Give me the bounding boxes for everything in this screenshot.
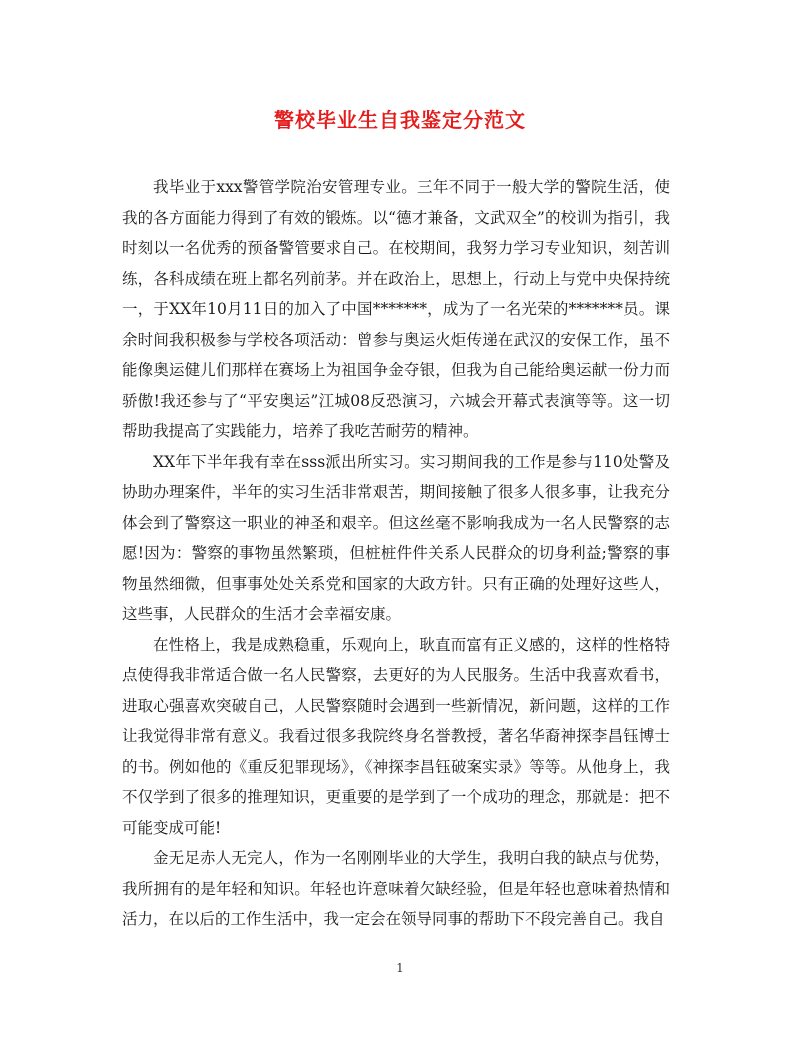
page-number: 1 — [396, 961, 404, 975]
document-title: 警校毕业生自我鉴定分范文 — [274, 108, 526, 132]
paragraph-2: XX年下半年我有幸在sss派出所实习。实习期间我的工作是参与110处警及协助办理案件，半年的实习生活非常艰苦，期间接触了很多人很多事，让我充分体会到了警察这一职业的神圣和艰辛。但这丝毫不影响我成为一名人民警察的志愿!因为：警察的事物虽然繁琐，但桩桩件件关系人民群众的切身利益;警察的事物虽然细微，但事事处处关系党和国家的大政方针。只有正确的处理好这些人，这些事，人民群众的生活才会幸福安康。 — [122, 452, 670, 623]
document-body — [122, 172, 670, 935]
paragraph-1: 我毕业于xxx警管学院治安管理专业。三年不同于一般大学的警院生活，使我的各方面能力得到了有效的锻炼。以“德才兼备，文武双全”的校训为指引，我时刻以一名优秀的预备警管要求自己。在校期间，我努力学习专业知识，刻苦训练，各科成绩在班上都名列前茅。并在政治上，思想上，行动上与党中央保持统一，于XX年10月11日的加入了中国*******，成为了一名光荣的*******员。课余时间我积极参与学校各项活动：曾参与奥运火炬传递在武汉的安保工作，虽不能像奥运健儿们那样在赛场上为祖国争金夺银，但我为自己能给奥运献一份力而骄傲!我还参与了“平安奥运”江城08反恐演习，六城会开幕式表演等等。这一切帮助我提高了实践能力，培养了我吃苦耐劳的精神。 — [122, 178, 670, 440]
paragraph-4: 金无足赤人无完人，作为一名刚刚毕业的大学生，我明白我的缺点与优势，我所拥有的是年轻和知识。年轻也许意味着欠缺经验，但是年轻也意味着热情和活力，在以后的工作生活中，我一定会在领导同事的帮助下不段完善自己。我自 — [122, 849, 670, 928]
paragraph-3: 在性格上，我是成熟稳重，乐观向上，耿直而富有正义感的，这样的性格特点使得我非常适合做一名人民警察，去更好的为人民服务。生活中我喜欢看书，进取心强喜欢突破自己，人民警察随时会遇到一些新情况，新问题，这样的工作让我觉得非常有意义。我看过很多我院终身名誉教授，著名华裔神探李昌钰博士的书。例如他的《重反犯罪现场》，《神探李昌钰破案实录》等等。从他身上，我不仅学到了很多的推理知识，更重要的是学到了一个成功的理念，那就是：把不可能变成可能! — [122, 635, 670, 837]
